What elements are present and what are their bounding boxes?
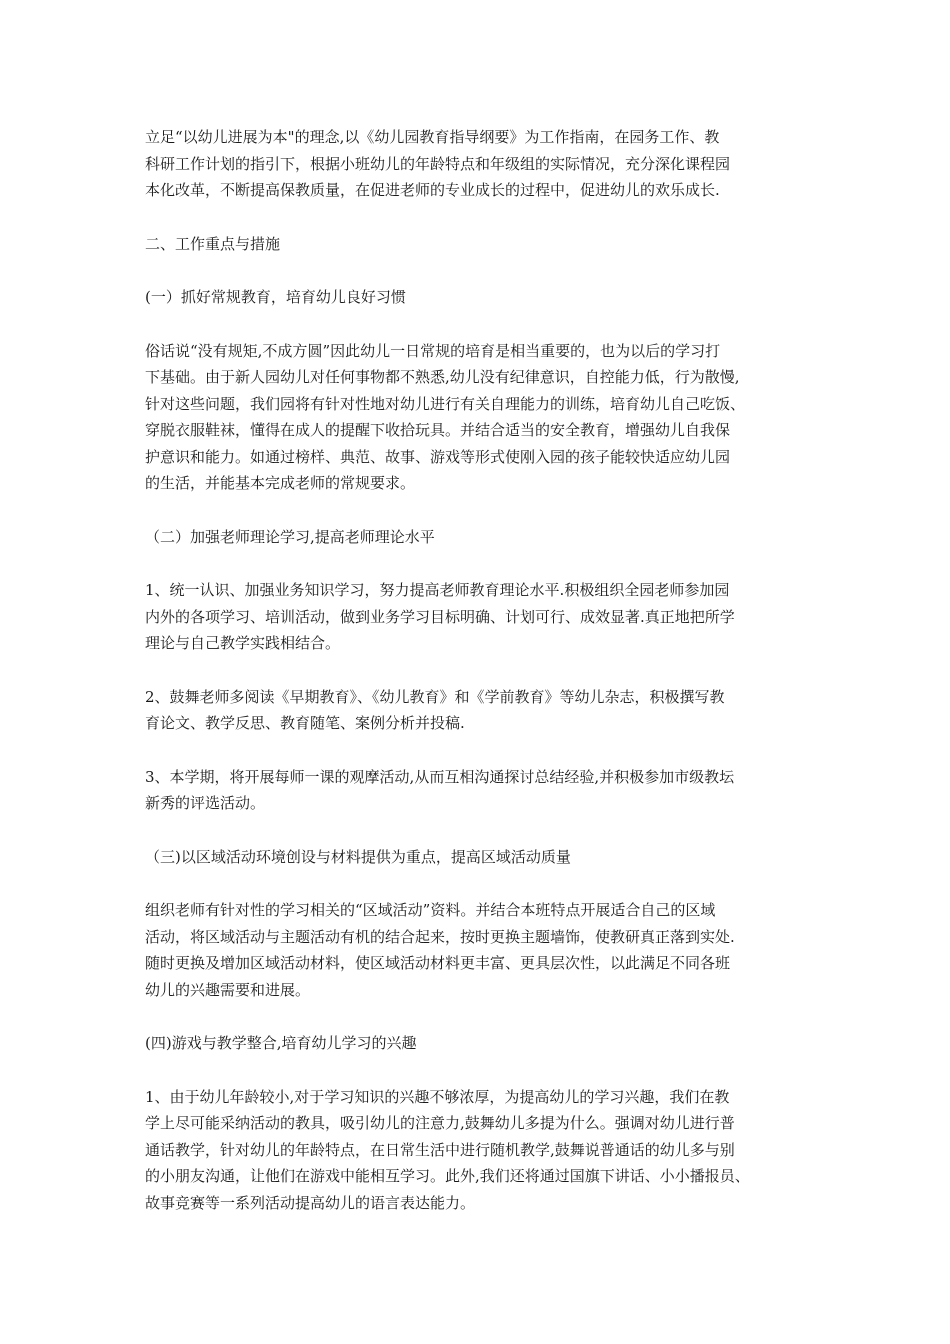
theory-item-2-paragraph bbox=[145, 684, 815, 737]
intro-paragraph bbox=[145, 124, 815, 204]
area-activity-paragraph bbox=[145, 897, 815, 1003]
theory-item-3-paragraph bbox=[145, 764, 815, 817]
text-line: 通话教学，针对幼儿的年龄特点，在日常生活中进行随机教学,鼓舞说普通话的幼儿多与别 bbox=[145, 1140, 735, 1159]
text-line: 新秀的评选活动。 bbox=[145, 794, 266, 812]
theory-item-1-paragraph bbox=[145, 577, 815, 657]
text-line: 随时更换及增加区域活动材料，使区域活动材料更丰富、更具层次性，以此满足不同各班 bbox=[145, 954, 731, 972]
text-line: 护意识和能力。如通过榜样、典范、故事、游戏等形式使刚入园的孩子能较快适应幼儿园 bbox=[145, 447, 731, 466]
document-page bbox=[145, 124, 815, 1243]
text-line: 3、本学期，将开展每师一课的观摩活动,从而互相沟通探讨总结经验,并积极参加市级教坛 bbox=[145, 767, 735, 786]
text-line: 针对这些问题，我们园将有针对性地对幼儿进行有关自理能力的训练，培育幼儿自己吃饭、 bbox=[145, 394, 746, 413]
subsection-heading-4: (四)游戏与教学整合,培育幼儿学习的兴趣 bbox=[145, 1034, 417, 1052]
text-line: 穿脱衣服鞋袜，懂得在成人的提醒下收拾玩具。并结合适当的安全教育，增强幼儿自我保 bbox=[145, 421, 731, 439]
text-line: 的小朋友沟通，让他们在游戏中能相互学习。此外,我们还将通过国旗下讲话、小小播报员、 bbox=[145, 1167, 750, 1185]
text-line: 1、统一认识、加强业务知识学习，努力提高老师教育理论水平.积极组织全园老师参加园 bbox=[145, 581, 730, 599]
text-line: 1、由于幼儿年龄较小,对于学习知识的兴趣不够浓厚，为提高幼儿的学习兴趣，我们在教 bbox=[145, 1087, 730, 1106]
text-line: 科研工作计划的指引下，根据小班幼儿的年龄特点和年级组的实际情况，充分深化课程园 bbox=[145, 154, 731, 173]
text-line: 的生活，并能基本完成老师的常规要求。 bbox=[145, 474, 416, 492]
text-line: 内外的各项学习、培训活动，做到业务学习目标明确、计划可行、成效显著.真正地把所学 bbox=[145, 607, 735, 626]
text-line: 理论与自己教学实践相结合。 bbox=[145, 634, 341, 652]
text-line: 学上尽可能采纳活动的教具，吸引幼儿的注意力,鼓舞幼儿多提为什么。强调对幼儿进行普 bbox=[145, 1114, 735, 1132]
text-line: 本化改革，不断提高保教质量，在促进老师的专业成长的过程中，促进幼儿的欢乐成长. bbox=[145, 181, 720, 199]
routine-education-paragraph bbox=[145, 338, 815, 497]
text-line: 活动，将区域活动与主题活动有机的结合起来，按时更换主题墙饰，使教研真正落到实处. bbox=[145, 927, 735, 946]
text-line: 2、鼓舞老师多阅读《早期教育》、《幼儿教育》和《学前教育》等幼儿杂志，积极撰写教 bbox=[145, 687, 725, 706]
section-heading-2: 二、工作重点与措施 bbox=[145, 234, 281, 253]
text-line: 育论文、教学反思、教育随笔、案例分析并投稿. bbox=[145, 714, 465, 732]
text-line: 下基础。由于新人园幼儿对任何事物都不熟悉,幼儿没有纪律意识，自控能力低，行为散慢, bbox=[145, 368, 740, 386]
text-line: 故事竞赛等一系列活动提高幼儿的语言表达能力。 bbox=[145, 1193, 476, 1212]
game-teaching-paragraph bbox=[145, 1084, 815, 1217]
text-line: 幼儿的兴趣需要和进展。 bbox=[145, 980, 311, 999]
text-line: 立足“以幼儿进展为本"的理念,以《幼儿园教育指导纲要》为工作指南，在园务工作、教 bbox=[145, 128, 720, 146]
subsection-heading-3: （三)以区域活动环境创设与材料提供为重点，提高区域活动质量 bbox=[145, 847, 571, 866]
text-line: 组织老师有针对性的学习相关的“区域活动”资料。并结合本班特点开展适合自己的区域 bbox=[145, 901, 716, 919]
subsection-heading-1: (一）抓好常规教育，培育幼儿良好习惯 bbox=[145, 288, 406, 306]
text-line: 俗话说“没有规矩,不成方圆”因此幼儿一日常规的培育是相当重要的，也为以后的学习打 bbox=[145, 341, 721, 360]
subsection-heading-2: （二）加强老师理论学习,提高老师理论水平 bbox=[145, 527, 435, 546]
